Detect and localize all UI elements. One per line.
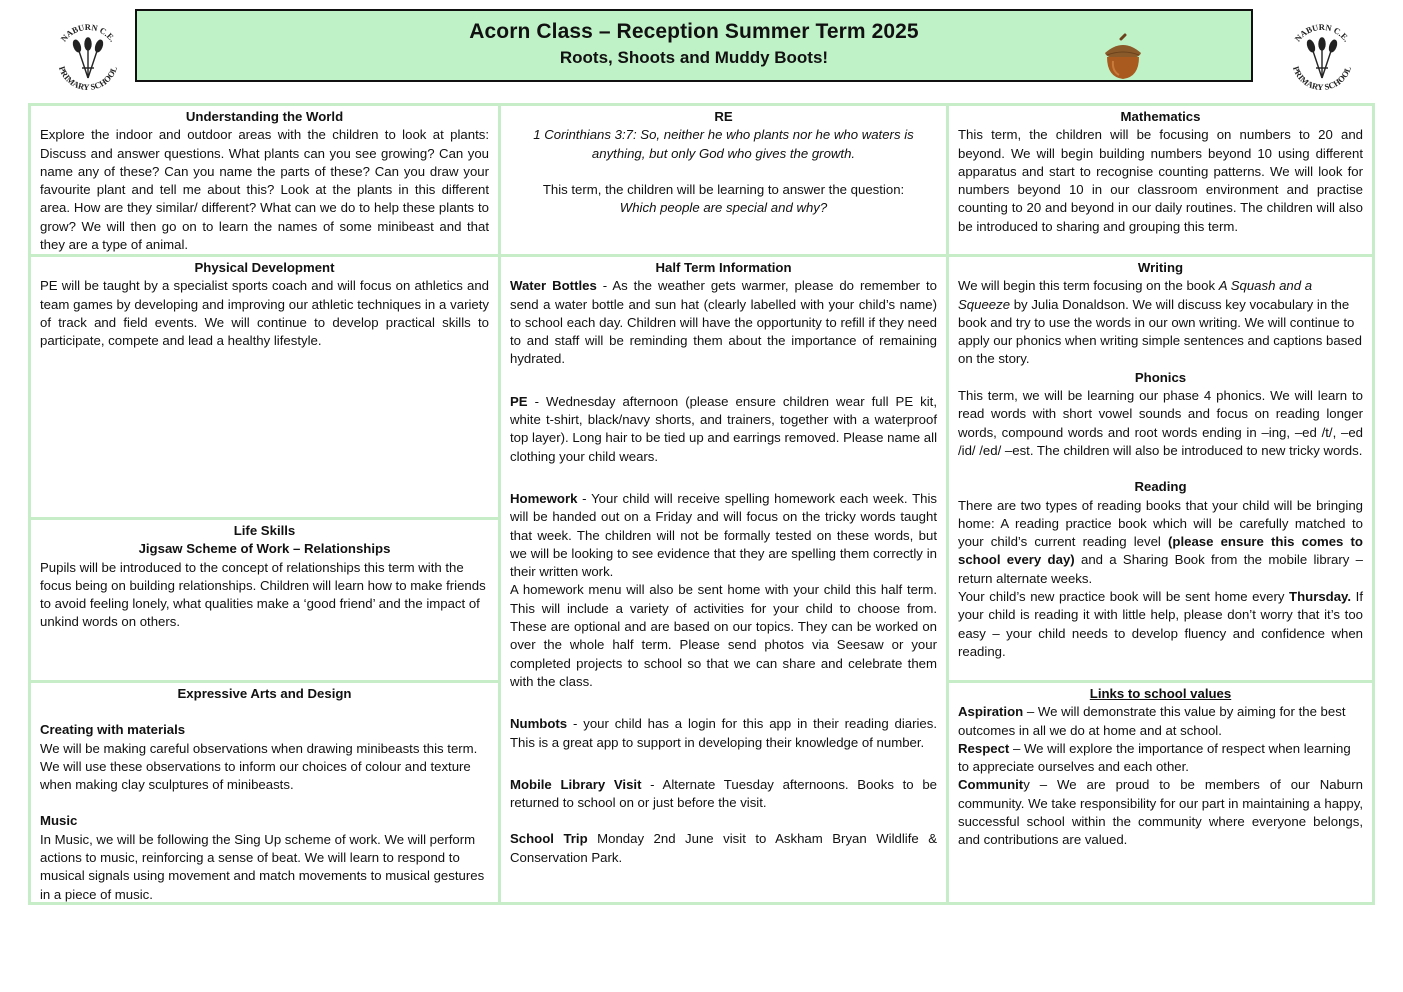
materials-heading: Creating with materials <box>40 722 186 738</box>
page-subtitle: Roots, Shoots and Muddy Boots! <box>559 48 829 67</box>
bible-quote: 1 Corinthians 3:7: So, neither he who plants nor he who waters is anything, but only God who gives the growth. <box>533 127 914 161</box>
wheat-sheaf-icon <box>1306 38 1338 78</box>
reading-body-2: Your child’s new practice book will be sent home every Thursday. If your child is reading it with little help, please don’t worry that it’s too easy – your child needs to develop fluency and confidence when reading. <box>958 589 1363 659</box>
section-body: This term, the children will be focusing on numbers to 20 and beyond. We will begin building numbers beyond 10 using different apparatus and start to recognise counting patterns. We will look for numbers beyond 10 in our classroom environment and practise counting to 20 and beyond in our daily routines. The children will also be introduced to sharing and grouping this term. <box>958 127 1363 234</box>
homework-info: Homework - Your child will receive spelling homework each week. This will be handed out on a Friday and will focus on the tricky words taught that week. The children will not be formally tested on these words, but we will be looking to see evidence that they are spelling them correctly in their written work. <box>510 490 937 580</box>
section-heading: Understanding the World <box>185 109 344 124</box>
mathematics-section <box>949 106 1372 254</box>
writing-body: We will begin this term focusing on the book A Squash and a Squeeze by Julia Donaldson. We will discuss key vocabulary in the book and try to use the words in our own writing. We will continue to apply our phonics when writing simple sentences and captions based on the story. <box>958 278 1362 367</box>
school-values-section <box>949 683 1372 902</box>
svg-text:PRIMARY SCHOOL: PRIMARY SCHOOL <box>1290 64 1354 93</box>
music-body: In Music, we will be following the Sing Up scheme of work. We will perform actions to music, reinforcing a sense of beat. We will learn to respond to musical signals using movement and match movements to musical gestures in a piece of music. <box>40 831 485 902</box>
school-logo-left <box>48 18 128 98</box>
reading-heading: Reading <box>1134 479 1187 495</box>
expressive-arts-section <box>31 683 498 902</box>
section-heading: Expressive Arts and Design <box>177 686 352 701</box>
aspiration-value: Aspiration – We will demonstrate this value by aiming for the best outcomes in all we do at home and at school. <box>958 704 1346 738</box>
life-skills-section <box>31 520 498 680</box>
literacy-section <box>949 257 1372 680</box>
understanding-world-section <box>31 106 498 254</box>
svg-text:PRIMARY SCHOOL: PRIMARY SCHOOL <box>56 64 120 93</box>
re-section <box>501 106 946 254</box>
section-heading: Mathematics <box>1120 109 1201 124</box>
section-subheading: Jigsaw Scheme of Work – Relationships <box>138 541 391 557</box>
section-body: Pupils will be introduced to the concept of relationships this term with the focus being on building relationships. Children will learn how to make friends to avoid feeling lonely, what qualities make a ‘good friend’ and the impact of unkind words on others. <box>40 559 486 630</box>
physical-development-section <box>31 257 498 517</box>
svg-text:NABURN C.E.: NABURN C.E. <box>1292 21 1352 44</box>
reading-body-1: There are two types of reading books that your child will be bringing home: A reading practice book which will be carefully matched to your child’s current reading level (please ensure this comes to school every day) and a Sharing Book from the mobile library – return alternate weeks. <box>958 497 1363 586</box>
music-heading: Music <box>40 813 78 829</box>
re-intro: This term, the children will be learning to answer the question: <box>542 181 905 197</box>
section-heading: Physical Development <box>194 260 335 275</box>
section-heading: Life Skills <box>233 523 296 538</box>
phonics-body: This term, we will be learning our phase 4 phonics. We will learn to read words with short vowel sounds and focus on reading longer words, compound words and root words ending in –ing, –ed /t/, –ed /id/ /ed/ –est. The children will also be introduced to new tricky words. <box>958 388 1363 458</box>
acorn-icon <box>1099 33 1147 81</box>
half-term-info-section <box>501 257 946 902</box>
materials-body: We will be making careful observations when drawing minibeasts this term. We will use these observations to inform our choices of colour and texture when making clay sculptures of minibeasts. <box>40 740 478 793</box>
svg-text:NABURN C.E.: NABURN C.E. <box>58 21 118 44</box>
numbots-info: Numbots - your child has a login for this app in their reading diaries. This is a great app to support in developing their knowledge of number. <box>510 716 937 750</box>
content-grid <box>28 103 1375 905</box>
header-banner <box>135 9 1253 82</box>
section-body: Explore the indoor and outdoor areas with the children to look at plants: Discuss and answer questions. What plants can you see growing? Can you name any of these? Can you name the parts of these? Can you draw your favourite plant and tell me about this? Look at the plants in this different area. How are they similar/ different? What can we do to help these plants to grow? We will then go on to learn the names of some minibeast and that they are a type of animal. <box>40 127 489 253</box>
section-heading: Links to school values <box>1089 686 1232 701</box>
page-title: Acorn Class – Reception Summer Term 2025 <box>469 20 919 43</box>
mobile-library-info: Mobile Library Visit - Alternate Tuesday afternoons. Books to be returned to school on or just before the visit. <box>510 776 937 811</box>
re-question: Which people are special and why? <box>619 200 828 216</box>
school-logo-right <box>1282 18 1362 98</box>
homework-menu-info: A homework menu will also be sent home with your child this half term. This will include a variety of activities for your child to choose from. These are optional and are based on our topics. They can be worked on over the whole half term. Please send photos via Seesaw or your completed projects to school so that we can share and celebrate them with the class. <box>510 582 937 689</box>
school-trip-info: School Trip Monday 2nd June visit to Askham Bryan Wildlife & Conservation Park. <box>510 831 937 865</box>
wheat-sheaf-icon <box>72 38 104 78</box>
section-heading: Half Term Information <box>655 260 792 275</box>
phonics-heading: Phonics <box>1134 369 1187 385</box>
community-value: Community – We are proud to be members of our Naburn community. We take responsibility for our part in maintaining a happy, successful school within the community where everyone belongs, and contributions are valued. <box>958 777 1363 848</box>
pe-info: PE - Wednesday afternoon (please ensure children wear full PE kit, white t-shirt, black/navy shorts, and trainers, together with a waterproof top layer). Long hair to be tied up and earrings removed. Please name all clothing your child wears. <box>510 393 937 464</box>
section-heading: RE <box>714 109 733 124</box>
section-body: PE will be taught by a specialist sports coach and will focus on athletics and team games by developing and improving our athletic techniques in a variety of track and field events. We will continue to develop practical skills to participate, compete and lead a healthy lifestyle. <box>40 278 489 349</box>
writing-heading: Writing <box>1137 260 1184 275</box>
water-bottles-info: Water Bottles - As the weather gets warmer, please do remember to send a water bottle and sun hat (clearly labelled with your child’s name) to school each day. Children will have the opportunity to refill if they need to and staff will be reminding them about the importance of remaining hydrated. <box>510 278 937 367</box>
respect-value: Respect – We will explore the importance of respect when learning to appreciate ourselves and each other. <box>958 740 1351 775</box>
